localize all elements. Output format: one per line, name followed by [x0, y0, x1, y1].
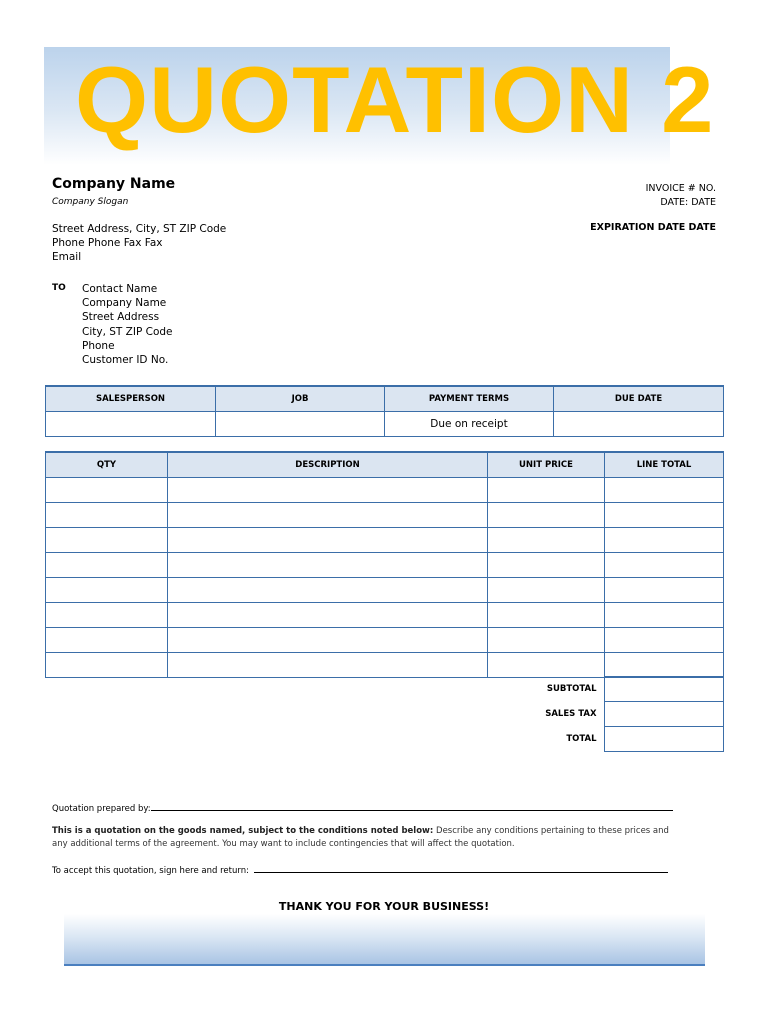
unit-price-cell[interactable] [488, 628, 605, 653]
line-total-cell[interactable] [605, 653, 724, 678]
accept-label: To accept this quotation, sign here and return: [52, 866, 249, 876]
page-title: QUOTATION 2 [75, 47, 715, 152]
company-email: Email [52, 251, 82, 263]
qty-cell[interactable] [46, 478, 168, 503]
qty-cell[interactable] [46, 553, 168, 578]
company-slogan: Company Slogan [52, 197, 129, 207]
recipient-line: Contact Name [82, 283, 158, 295]
table-row [46, 528, 724, 553]
description-cell[interactable] [168, 578, 488, 603]
invoice-meta [646, 182, 716, 210]
company-name: Company Name [52, 176, 176, 192]
qty-cell[interactable] [46, 528, 168, 553]
line-total-cell[interactable] [605, 528, 724, 553]
recipient-line: Phone [82, 339, 115, 352]
totals-table [45, 676, 724, 752]
description-cell[interactable] [168, 528, 488, 553]
payment-terms-cell[interactable]: Due on receipt [385, 412, 554, 437]
qty-cell[interactable] [46, 603, 168, 628]
subtotal-value[interactable] [604, 677, 723, 702]
unit-price-cell[interactable] [488, 528, 605, 553]
payment-terms-header: PAYMENT TERMS [385, 386, 554, 412]
thank-you-message: THANK YOU FOR YOUR BUSINESS! [278, 900, 490, 913]
description-cell[interactable] [168, 478, 488, 503]
company-phone-fax: Phone Phone Fax Fax [52, 237, 163, 249]
table-row [46, 478, 724, 503]
description-cell[interactable] [168, 653, 488, 678]
accept-signature [52, 863, 668, 876]
unit-price-cell[interactable] [488, 578, 605, 603]
recipient-line: City, ST ZIP Code [82, 325, 173, 338]
sales-tax-value[interactable] [604, 702, 723, 727]
total-value[interactable] [604, 727, 723, 752]
line-total-cell[interactable] [605, 553, 724, 578]
prepared-by-label: Quotation prepared by: [52, 804, 151, 814]
salesperson-header: SALESPERSON [46, 386, 216, 412]
table-row [46, 653, 724, 678]
footer-band [64, 914, 705, 966]
line-items-table [45, 451, 724, 678]
unit-price-cell[interactable] [488, 503, 605, 528]
unit-price-cell[interactable] [488, 653, 605, 678]
conditions-detail: Describe any conditions pertaining to these prices and any additional terms of the agreement. You may want to include contingencies that will affect the quotation. [52, 826, 669, 849]
table-row [46, 603, 724, 628]
sales-tax-label: SALES TAX [545, 709, 597, 719]
qty-cell[interactable] [46, 578, 168, 603]
line-total-cell[interactable] [605, 503, 724, 528]
line-total-cell[interactable] [605, 478, 724, 503]
subtotal-row [45, 677, 723, 702]
table-row [46, 412, 724, 437]
unit-price-cell[interactable] [488, 603, 605, 628]
line-total-cell[interactable] [605, 578, 724, 603]
description-header: DESCRIPTION [168, 452, 488, 478]
qty-cell[interactable] [46, 628, 168, 653]
table-row [46, 628, 724, 653]
recipient-line: Street Address [82, 311, 160, 324]
job-header: JOB [216, 386, 385, 412]
line-total-header: LINE TOTAL [605, 452, 724, 478]
total-label: TOTAL [566, 734, 597, 744]
total-row [45, 727, 723, 752]
line-total-cell[interactable] [605, 603, 724, 628]
company-address: Street Address, City, ST ZIP Code [52, 223, 227, 235]
table-header-row [46, 386, 724, 412]
table-row [46, 503, 724, 528]
job-cell[interactable] [216, 412, 385, 437]
unit-price-header: UNIT PRICE [488, 452, 605, 478]
conditions-lead: This is a quotation on the goods named, subject to the conditions noted below: [52, 826, 434, 836]
invoice-number: INVOICE # NO. [645, 183, 716, 194]
description-cell[interactable] [168, 553, 488, 578]
recipient-line: Customer ID No. [82, 354, 169, 367]
sales-info-table [45, 385, 724, 437]
expiration-date: EXPIRATION DATE DATE [590, 222, 716, 233]
company-contact [52, 222, 226, 264]
qty-cell[interactable] [46, 653, 168, 678]
qty-header: QTY [46, 452, 168, 478]
line-total-cell[interactable] [605, 628, 724, 653]
qty-cell[interactable] [46, 503, 168, 528]
conditions-text [52, 825, 682, 851]
table-row [46, 553, 724, 578]
description-cell[interactable] [168, 503, 488, 528]
recipient-block [82, 282, 173, 367]
prepared-by-line[interactable] [151, 801, 673, 811]
unit-price-cell[interactable] [488, 553, 605, 578]
signature-line[interactable] [254, 863, 668, 873]
table-row [46, 578, 724, 603]
prepared-by [52, 801, 673, 814]
to-label: TO [52, 283, 66, 293]
description-cell[interactable] [168, 603, 488, 628]
invoice-date: DATE: DATE [660, 197, 716, 208]
recipient-line: Company Name [82, 297, 167, 310]
salesperson-cell[interactable] [46, 412, 216, 437]
sales-tax-row [45, 702, 723, 727]
description-cell[interactable] [168, 628, 488, 653]
table-header-row [46, 452, 724, 478]
due-date-cell[interactable] [554, 412, 724, 437]
unit-price-cell[interactable] [488, 478, 605, 503]
subtotal-label: SUBTOTAL [546, 684, 597, 694]
due-date-header: DUE DATE [554, 386, 724, 412]
